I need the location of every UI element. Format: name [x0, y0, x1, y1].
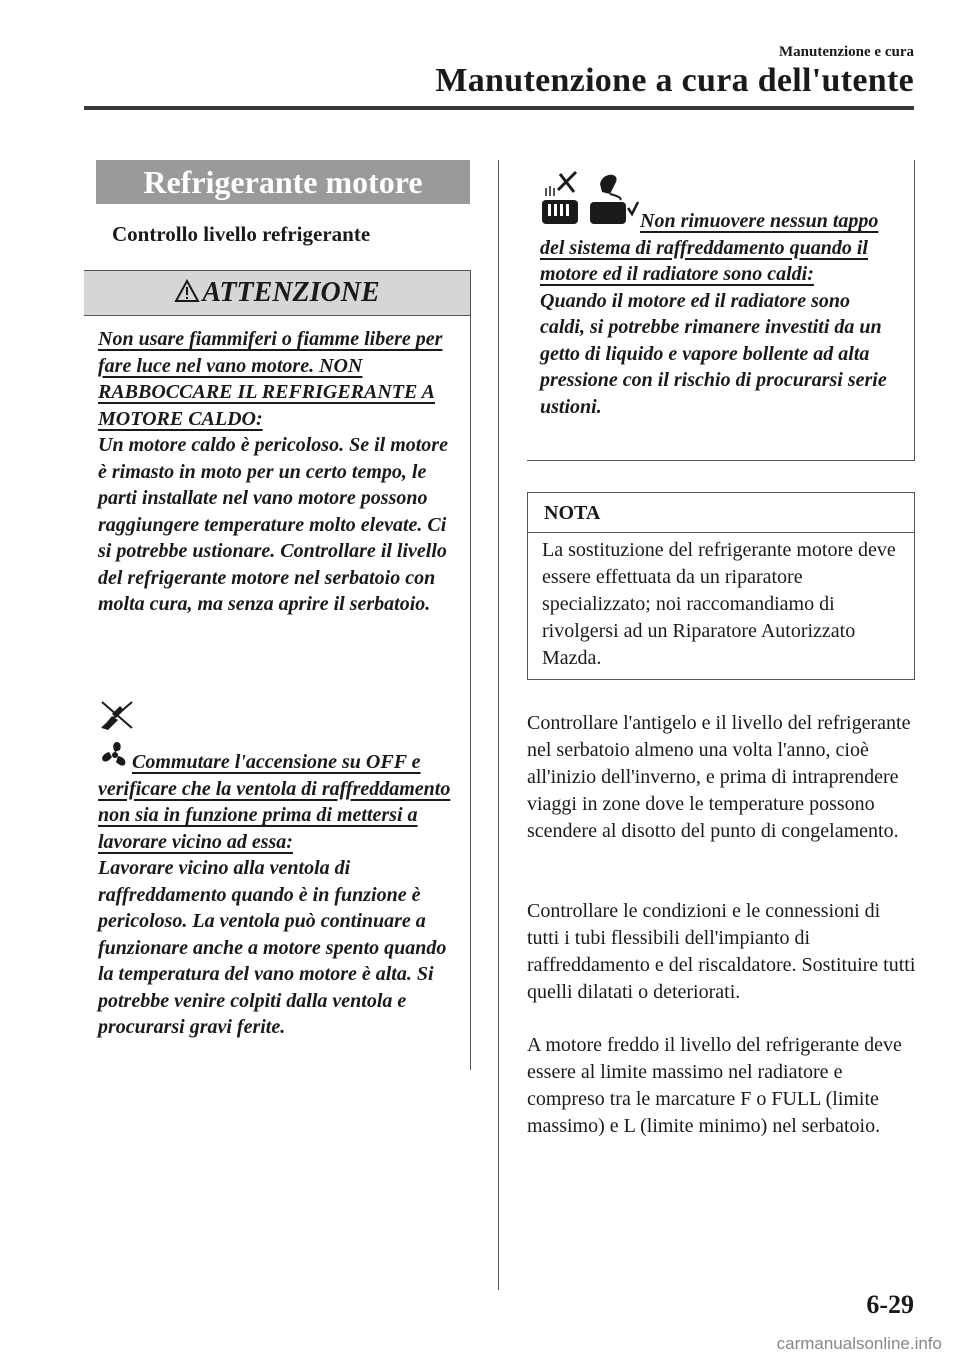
warning-header	[84, 270, 470, 316]
warning-item-1-heading: Non usare fiammiferi o fiamme libere per fare luce nel vano motore. NON RABBOCCARE IL REFRIGERANTE A MOTORE CALDO:	[98, 328, 443, 430]
warning-label: ATTENZIONE	[202, 277, 380, 308]
page-title: Manutenzione a cura dell'utente	[435, 62, 914, 99]
header-rule	[84, 106, 914, 110]
page-number: 6-29	[866, 1290, 914, 1319]
warning-item-2-body: Lavorare vicino alla ventola di raffreddamento quando è in funzione è pericoloso. La ventola può continuare a funzionare anche a motore spento quando la temperatura del vano motore è alta. Si potrebbe venire colpiti dalla ventola e procurarsi gravi ferite.	[98, 857, 447, 1038]
paragraph-3: A motore freddo il livello del refrigerante deve essere al limite massimo nel radiatore e compreso tra le marcature F o FULL (limite massimo) e L (limite minimo) nel serbatoio.	[527, 1034, 902, 1137]
nota-label: NOTA	[528, 493, 914, 533]
warning-item-3	[540, 208, 900, 420]
section-subtitle: Controllo livello refrigerante	[112, 222, 371, 246]
paragraph-2: Controllare le condizioni e le connessioni di tutti i tubi flessibili dell'impianto di raffreddamento e del riscaldatore. Sostituire tutti quelli dilatati o deteriorati.	[527, 900, 916, 1003]
warning-item-2-heading: Commutare l'accensione su OFF e verificare che la ventola di raffreddamento non sia in funzione prima di mettersi a lavorare vicino ad essa:	[98, 738, 458, 855]
chapter-label: Manutenzione e cura	[779, 44, 914, 60]
warning-item-1-body: Un motore caldo è pericoloso. Se il motore è rimasto in moto per un certo tempo, le parti installate nel vano motore possono raggiungere temperature molto elevate. Ci si potrebbe ustionare. Controllare il livello del refrigerante motore nel serbatoio con molta cura, ma senza aprire il serbatoio.	[98, 434, 448, 615]
cooling-fan-icon	[98, 738, 132, 776]
paragraph-1: Controllare l'antigelo e il livello del refrigerante nel serbatoio almeno una volta l'anno, cioè all'inizio dell'inverno, e prima di intraprendere viaggi in zone dove le temperature possono scendere al disotto del punto di congelamento.	[527, 712, 911, 842]
warning-item-3-body: Quando il motore ed il radiatore sono caldi, si potrebbe rimanere investiti da un getto di liquido e vapore bollente ad alta pressione con il rischio di procurarsi serie ustioni.	[540, 289, 887, 418]
warning-item-2	[98, 738, 458, 1041]
column-divider	[498, 160, 499, 1290]
no-hand-icon	[98, 698, 136, 737]
warning-triangle-icon	[174, 273, 200, 317]
section-title: Refrigerante motore	[96, 160, 470, 204]
watermark: carmanualsonline.info	[776, 1334, 942, 1353]
warning-item-1	[98, 326, 458, 618]
warning-item-3-heading: Non rimuovere nessun tappo del sistema di raffreddamento quando il motore ed il radiatore sono caldi:	[540, 210, 879, 285]
nota-body: La sostituzione del refrigerante motore deve essere effettuata da un riparatore specializzato; noi raccomandiamo di rivolgersi ad un Riparatore Autorizzato Mazda.	[542, 539, 896, 669]
nota-box	[527, 492, 915, 680]
